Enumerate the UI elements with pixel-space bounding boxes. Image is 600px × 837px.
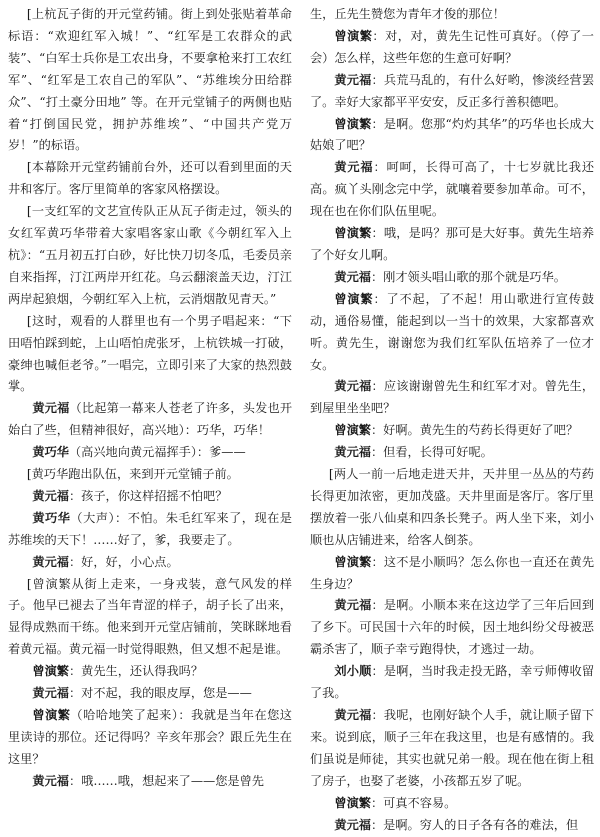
speaker-name: 黄元福	[334, 379, 372, 394]
dialogue-text: ：孩子，你这样招摇不怕吧？	[68, 488, 228, 503]
dialogue-text: ：呵呵，长得可高了，十七岁就比我还高。疯丫头刚念完中学，就嚷着要参加革命。可不，现在也在你们队伍里呢。	[310, 160, 595, 219]
dialogue-text: ：对，对，黄先生记性可真好。（停了一会）怎么样，这些年您的生意可好啊？	[310, 28, 594, 65]
dialogue-text: ：这不是小顺吗？怎么你也一直还在黄先生身边？	[310, 554, 595, 591]
speaker-name: 黄元福	[334, 445, 371, 460]
dialogue-text: ：好，好，小心点。	[68, 554, 179, 569]
dialogue-text: ：哦……哦，想起来了——您是曾先	[68, 773, 264, 788]
right-column	[310, 4, 594, 836]
speaker-name: 曾演繁	[334, 226, 372, 241]
speaker-name: 曾演繁	[334, 795, 371, 810]
dialogue-text: ：了不起，了不起！用山歌进行宣传鼓动，通俗易懂，能起到以一当十的效果，大家都喜欢听。黄先生，谢谢您为我们红军队伍培养了一位才女。	[310, 291, 595, 372]
dialogue-line	[8, 705, 292, 771]
speaker-name: 曾演繁	[334, 28, 373, 43]
dialogue-line	[310, 420, 594, 442]
stage-direction: [两人一前一后地走进天井，天井里一丛丛的芍药长得更加浓密，更加茂盛。天井里面是客厅。客厅里摆放着一张八仙桌和四条长凳子。两人坐下来，刘小顺也从店铺进来，给客人倒茶。	[310, 467, 594, 547]
dialogue-line	[8, 661, 292, 683]
dialogue-line	[310, 157, 594, 223]
dialogue-text: ：可真不容易。	[370, 795, 457, 810]
dialogue-line	[310, 815, 594, 837]
speaker-name: 黄元福	[334, 598, 372, 613]
dialogue-line	[310, 661, 594, 705]
dialogue-text: ：刚才领头唱山歌的那个就是巧华。	[370, 269, 566, 284]
speaker-name: 黄元福	[334, 708, 372, 722]
speaker-name: 黄元福	[334, 160, 374, 175]
stage-direction: [曾演繁从街上走来，一身戎装，意气风发的样子。他早已褪去了当年青涩的样子，胡子长了出来，显得成熟而干练。他来到开元堂店铺前，笑眯眯地看着黄元福。黄元福一时觉得眼熟，但又想不起是谁。	[8, 576, 292, 657]
dialogue-text: ：兵荒马乱的，有什么好哟，惨淡经营罢了。幸好大家都平平安安，反正多行善积德吧。	[310, 72, 595, 109]
dialogue-line	[310, 267, 594, 289]
dialogue-text: ：是啊。小顺本来在这边学了三年后回到了乡下。可民国十六年的时候，因土地纠纷父母被恶霸杀害了，顺子幸亏跑得快，才逃过一劫。	[310, 598, 595, 657]
dialogue-line	[310, 26, 594, 70]
dialogue-text: ：好啊。黄先生的芍药长得更好了吧？	[370, 423, 579, 438]
dialogue-text: ：是啊，当时我走投无路，幸亏师傅收留了我。	[310, 664, 595, 701]
dialogue-text: ：应该谢谢曾先生和红军才对。曾先生，到屋里坐坐吧？	[310, 379, 595, 416]
dialogue-text: （高兴地向黄元福挥手）：爹——	[68, 445, 246, 460]
stage-direction: [黄巧华跑出队伍，来到开元堂铺子前。	[26, 467, 239, 482]
speaker-name: 黄元福	[334, 817, 371, 832]
speaker-name: 黄元福	[334, 72, 372, 87]
dialogue-line	[310, 705, 594, 793]
dialogue-line	[310, 595, 594, 661]
speaker-name: 曾演繁	[334, 116, 372, 131]
stage-direction: [上杭瓦子街的开元堂药铺。街上到处张贴着革命标语：“欢迎红军入城！”、“红军是工农群众的武装”、“白军士兵你是工农出身，不要拿枪来打工农红军”、“红军是工农自己的军队”、“苏维埃分田给群众”、“打土豪分田地” 等。在开元堂铺子的两侧也贴着“打倒国民党，拥护苏维埃”、“中国共产党万岁！”的标语。	[8, 7, 292, 153]
left-column	[8, 4, 292, 793]
speaker-name: 黄元福	[32, 686, 69, 701]
dialogue-text: （哈哈地笑了起来）：我就是当年在您这里读诗的那位。还记得吗？辛亥年那会？跟丘先生在这里？	[8, 708, 292, 766]
dialogue-text: ：哦，是吗？那可是大好事。黄先生培养了个好女儿啊。	[310, 226, 595, 262]
stage-direction: [本幕除开元堂药铺前台外，还可以看到里面的天井和客厅。客厅里简单的客家风格摆设。	[8, 160, 292, 197]
speaker-name: 曾演繁	[334, 291, 374, 306]
speaker-name: 刘小顺	[334, 664, 372, 679]
dialogue-line	[310, 223, 594, 267]
dialogue-line	[310, 70, 594, 114]
dialogue-line	[310, 114, 594, 158]
dialogue-text: ：是啊。穷人的日子各有各的难法，但	[370, 817, 579, 832]
dialogue-line	[8, 442, 292, 464]
dialogue-line	[310, 376, 594, 420]
speaker-name: 曾演繁	[32, 664, 69, 679]
dialogue-line	[8, 683, 292, 705]
dialogue-text: ：对不起，我的眼皮厚，您是——	[68, 686, 252, 701]
speaker-name: 黄元福	[32, 554, 69, 569]
speaker-name: 曾演繁	[334, 554, 372, 569]
dialogue-text: ：但看，长得可好呢。	[370, 445, 493, 460]
stage-direction: [一支红军的文艺宣传队正从瓦子街走过，领头的女红军黄巧华带着大家唱客家山歌《今朝红军入上杭》：“五月初五打白砂，好比快刀切冬瓜，毛委员亲自来指挥，汀江两岸开红花。乌云翻滚盖天边，汀江两岸起狼烟，今朝红军入上杭，云消烟散见青天。”	[8, 204, 292, 306]
stage-direction: [这时，观看的人群里也有一个男子唱起来：“下田唔怕踩到蛇，上山唔怕虎张牙，上杭铁城一打破，豪绅也喊佢老爷。”一唱完，立即引来了大家的热烈鼓掌。	[8, 313, 292, 394]
dialogue-line	[8, 486, 292, 508]
dialogue-line	[8, 771, 292, 793]
speaker-name: 黄巧华	[32, 445, 69, 460]
speaker-name: 曾演繁	[334, 423, 371, 438]
dialogue-line	[310, 793, 594, 815]
speaker-name: 黄巧华	[32, 510, 71, 525]
dialogue-line	[8, 552, 292, 574]
dialogue-text: （大声）：不怕。朱毛红军来了，现在是苏维埃的天下！……好了，爹，我要走了。	[8, 510, 292, 547]
speaker-name: 黄元福	[32, 401, 70, 416]
speaker-name: 黄元福	[32, 773, 69, 788]
dialogue-line	[8, 398, 292, 442]
dialogue-text: （比起第一幕来人苍老了许多，头发也开始白了些，但精神很好，高兴地）：巧华，巧华！	[8, 401, 293, 438]
speaker-name: 黄元福	[32, 488, 69, 503]
dialogue-line	[310, 552, 594, 596]
speaker-name: 黄元福	[334, 269, 371, 284]
dialogue-text: ：黄先生，还认得我吗？	[68, 664, 204, 679]
dialogue-text: ：我呢，也刚好缺个人手，就让顺子留下来。说到底，顺子三年在我这里，也是有感情的。我们虽说是师徒，其实也就兄弟一般。现在他在街上租了房子，也娶了老婆，小孩都五岁了呢。	[310, 708, 595, 788]
dialogue-line	[310, 442, 594, 464]
dialogue-line	[310, 289, 594, 377]
dialogue-line	[8, 508, 292, 552]
speaker-name: 曾演繁	[32, 708, 71, 722]
dialogue-text: ：是啊。您那“灼灼其华”的巧华也长成大姑娘了吧？	[310, 116, 594, 153]
dialogue-continuation: 生，丘先生赞您为青年才俊的那位！	[310, 7, 505, 21]
